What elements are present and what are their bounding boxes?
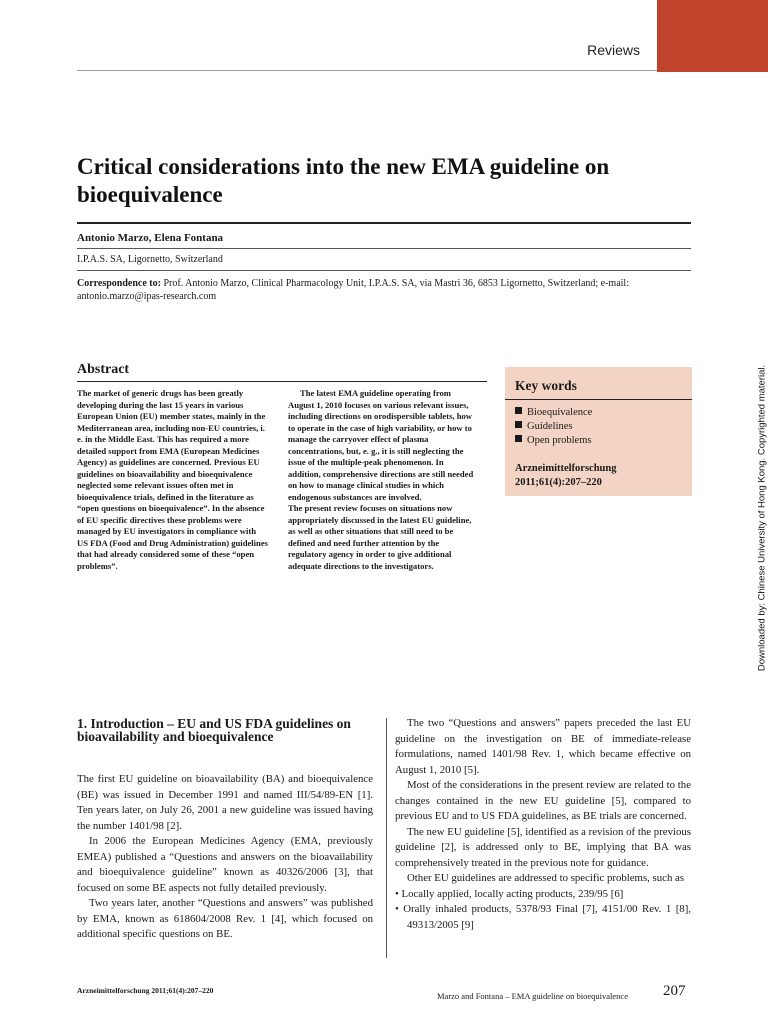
download-watermark-text: Downloaded by: Chinese University of Hong Kong. Copyrighted material. bbox=[756, 364, 768, 672]
body-paragraph: The first EU guideline on bioavailability (BA) and bioequivalence (BE) was issued in December 1991 and named III/54/89-EN [1]. Ten years later, on July 26, 2001 a new guideline was issued having the number 1401/98 [2]. bbox=[77, 773, 373, 832]
author-list: Antonio Marzo, Elena Fontana bbox=[77, 232, 224, 244]
bullet-list bbox=[395, 887, 691, 934]
body-paragraph: The new EU guideline [5], identified as a revision of the previous guideline [2], is addressed only to BE, implying that BA was comprehensively treated in the previous note for guidance. bbox=[395, 825, 691, 869]
body-left-column bbox=[77, 772, 373, 943]
header-rule bbox=[77, 70, 657, 71]
correspondence-text: Prof. Antonio Marzo, Clinical Pharmacology Unit, I.P.A.S. SA, via Mastri 36, 6853 Ligornetto, Switzerland; e-mail: antonio.marzo@ipas-research.com bbox=[77, 278, 629, 302]
article-title: Critical considerations into the new EMA guideline on bioequivalence bbox=[77, 154, 610, 207]
keywords-heading: Key words bbox=[515, 378, 577, 393]
square-bullet-icon bbox=[515, 435, 522, 442]
keyword-item: Open problems bbox=[515, 434, 592, 448]
section-heading: 1. Introduction – EU and US FDA guidelines on bioavailability and bioequivalence bbox=[77, 716, 351, 744]
body-right-column bbox=[395, 716, 691, 933]
square-bullet-icon bbox=[515, 421, 522, 428]
keywords-rule bbox=[505, 399, 692, 400]
abstract-right-column bbox=[288, 388, 478, 572]
journal-name: Arzneimittelforschung bbox=[515, 463, 617, 474]
abstract-rule bbox=[77, 381, 487, 382]
bullet-item: • Locally applied, locally acting products, 239/95 [6] bbox=[395, 887, 624, 900]
body-paragraph: Most of the considerations in the present review are related to the changes contained in the new EU guideline [5], compared to previous EU and to US FDA guidelines, as BE trials are concerned. bbox=[395, 779, 691, 822]
body-paragraph: Other EU guidelines are addressed to specific problems, such as bbox=[407, 872, 685, 884]
affiliation: I.P.A.S. SA, Ligornetto, Switzerland bbox=[77, 254, 223, 265]
abstract-paragraph: The present review focuses on situations now appropriately discussed in the latest EU guideline, as well as other situations that still need to be defined and need further attention by the regulatory agency in order to give additional adequate directions to the investigators. bbox=[288, 503, 472, 571]
abstract-heading: Abstract bbox=[77, 362, 130, 377]
column-divider bbox=[386, 718, 387, 958]
body-paragraph: The two “Questions and answers” papers preceded the last EU guideline on the investigation on BE of immediate-release formulations, named 1401/98 Rev. 1, which became effective on August 1, 2010 [5]. bbox=[395, 717, 691, 776]
correspondence-label: Correspondence to: bbox=[77, 278, 161, 289]
journal-volume: 2011;61(4):207–220 bbox=[515, 477, 602, 488]
abstract-left-column bbox=[77, 388, 269, 572]
square-bullet-icon bbox=[515, 407, 522, 414]
page-number: 207 bbox=[663, 983, 686, 999]
section-label: Reviews bbox=[587, 42, 640, 58]
bullet-item: • Orally inhaled products, 5378/93 Final [7], 4151/00 Rev. 1 [8], 49313/2005 [9] bbox=[395, 903, 691, 931]
abstract-paragraph: The market of generic drugs has been greatly developing during the last 15 years in various European Union (EU) member states, mainly in the Mediterranean area, including non-EU countries, i. e. in the Middle East. This has required a more detailed support from EMA (European Medicines Agency) as guidelines are concerned. Previous EU guidelines on bioavailability and bioequivalence neglected some relevant issues often met in bioequivalence trials, defined in the literature as “open questions on bioequivalence”. In the absence of EU specific directives these problems were managed by EU investigators in compliance with US FDA (Food and Drug Administration) guidelines that had already considered some of these “open problems”. bbox=[77, 388, 269, 571]
body-paragraph: In 2006 the European Medicines Agency (EMA, previously EMEA) published a “Questions and answers on the bioavailability and bioequivalence guideline” known as 40326/2006 [3], that focused on some BE aspects not fully detailed previously. bbox=[77, 835, 373, 894]
corner-accent-block bbox=[657, 0, 768, 72]
abstract-paragraph: The latest EMA guideline operating from August 1, 2010 focuses on various relevant issues, including directions on orodispersible tablets, how to operate in the case of high variability, or how to manage the carryover effect of plasma concentrations, but, e. g., it is still neglecting the issue of the multiple-peak phenomenon. In addition, comprehensive directions are still needed on how to manage clinical studies in which endogenous substances are involved. bbox=[288, 388, 474, 502]
download-watermark bbox=[754, 353, 768, 683]
keyword-list bbox=[515, 406, 592, 448]
title-rule bbox=[77, 222, 691, 224]
affiliation-rule bbox=[77, 270, 691, 271]
body-paragraph: Two years later, another “Questions and answers” was published by EMA, known as 618604/2008 Rev. 1 [4], which focused on additional specific questions on BE. bbox=[77, 897, 373, 940]
correspondence bbox=[77, 277, 691, 303]
keyword-item: Guidelines bbox=[515, 420, 592, 434]
footer-citation: Arzneimittelforschung 2011;61(4):207–220 bbox=[77, 986, 214, 995]
footer-running-title: Marzo and Fontana – EMA guideline on bioequivalence bbox=[437, 991, 628, 1001]
journal-citation bbox=[515, 462, 616, 490]
authors-rule bbox=[77, 248, 691, 249]
keyword-item: Bioequivalence bbox=[515, 406, 592, 420]
